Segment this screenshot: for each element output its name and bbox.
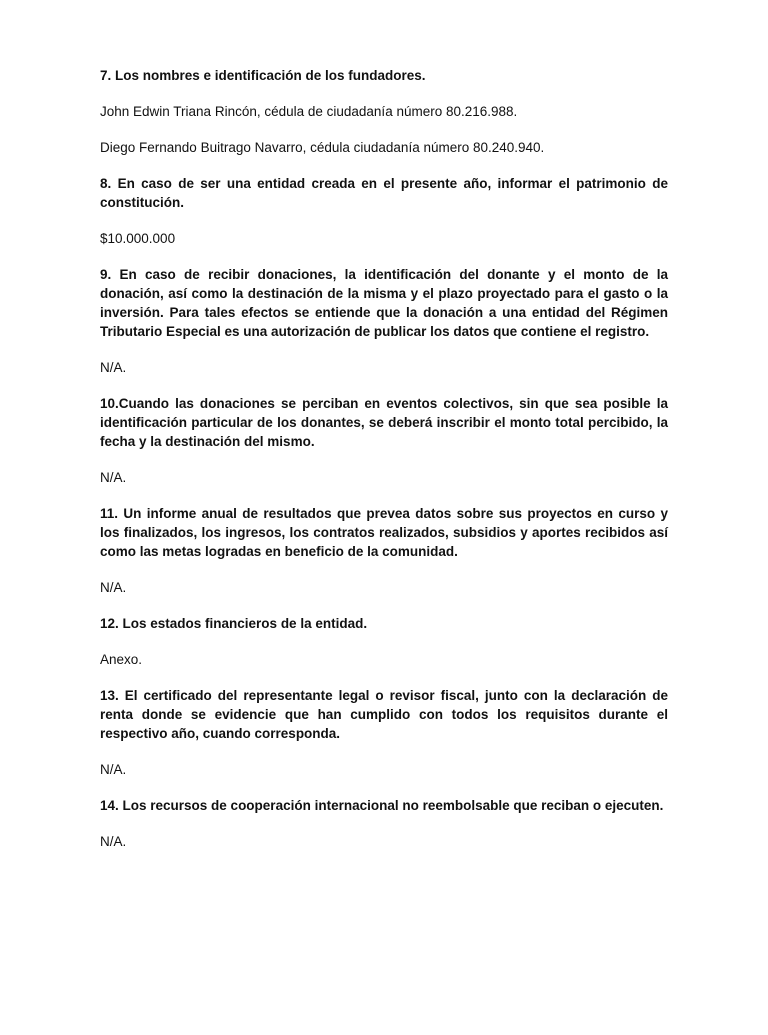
heading-item-13: 13. El certificado del representante legal o revisor fiscal, junto con la declaración de renta donde se evidencie que han cumplido con todos los requisitos durante el respectivo año, cuando corresponda. bbox=[100, 688, 668, 741]
document-body bbox=[100, 66, 668, 851]
paragraph-item-11-answer: N/A. bbox=[100, 580, 127, 595]
heading-item-11: 11. Un informe anual de resultados que prevea datos sobre sus proyectos en curso y los finalizados, los ingresos, los contratos realizados, subsidios y aportes recibidos así como las metas logradas en beneficio de la comunidad. bbox=[100, 506, 668, 559]
paragraph-item-10-answer: N/A. bbox=[100, 470, 127, 485]
paragraph-founder-2: Diego Fernando Buitrago Navarro, cédula ciudadanía número 80.240.940. bbox=[100, 140, 545, 155]
paragraph-item-13-answer: N/A. bbox=[100, 762, 127, 777]
paragraph-item-9-answer: N/A. bbox=[100, 360, 127, 375]
heading-item-14: 14. Los recursos de cooperación internacional no reembolsable que reciban o ejecuten. bbox=[100, 798, 664, 813]
heading-item-12: 12. Los estados financieros de la entidad. bbox=[100, 616, 368, 631]
heading-item-9: 9. En caso de recibir donaciones, la identificación del donante y el monto de la donación, así como la destinación de la misma y el plazo proyectado para el gasto o la inversión. Para tales efectos se entiende que la donación a una entidad del Régimen Tributario Especial es una autorización de publicar los datos que contiene el registro. bbox=[100, 267, 668, 339]
paragraph-founder-1: John Edwin Triana Rincón, cédula de ciudadanía número 80.216.988. bbox=[100, 104, 518, 119]
heading-item-10: 10.Cuando las donaciones se perciban en eventos colectivos, sin que sea posible la identificación particular de los donantes, se deberá inscribir el monto total percibido, la fecha y la destinación del mismo. bbox=[100, 396, 668, 449]
heading-item-7: 7. Los nombres e identificación de los fundadores. bbox=[100, 68, 426, 83]
paragraph-item-14-answer: N/A. bbox=[100, 834, 127, 849]
paragraph-patrimonio-value: $10.000.000 bbox=[100, 231, 176, 246]
paragraph-item-12-answer: Anexo. bbox=[100, 652, 143, 667]
heading-item-8: 8. En caso de ser una entidad creada en el presente año, informar el patrimonio de constitución. bbox=[100, 176, 668, 210]
